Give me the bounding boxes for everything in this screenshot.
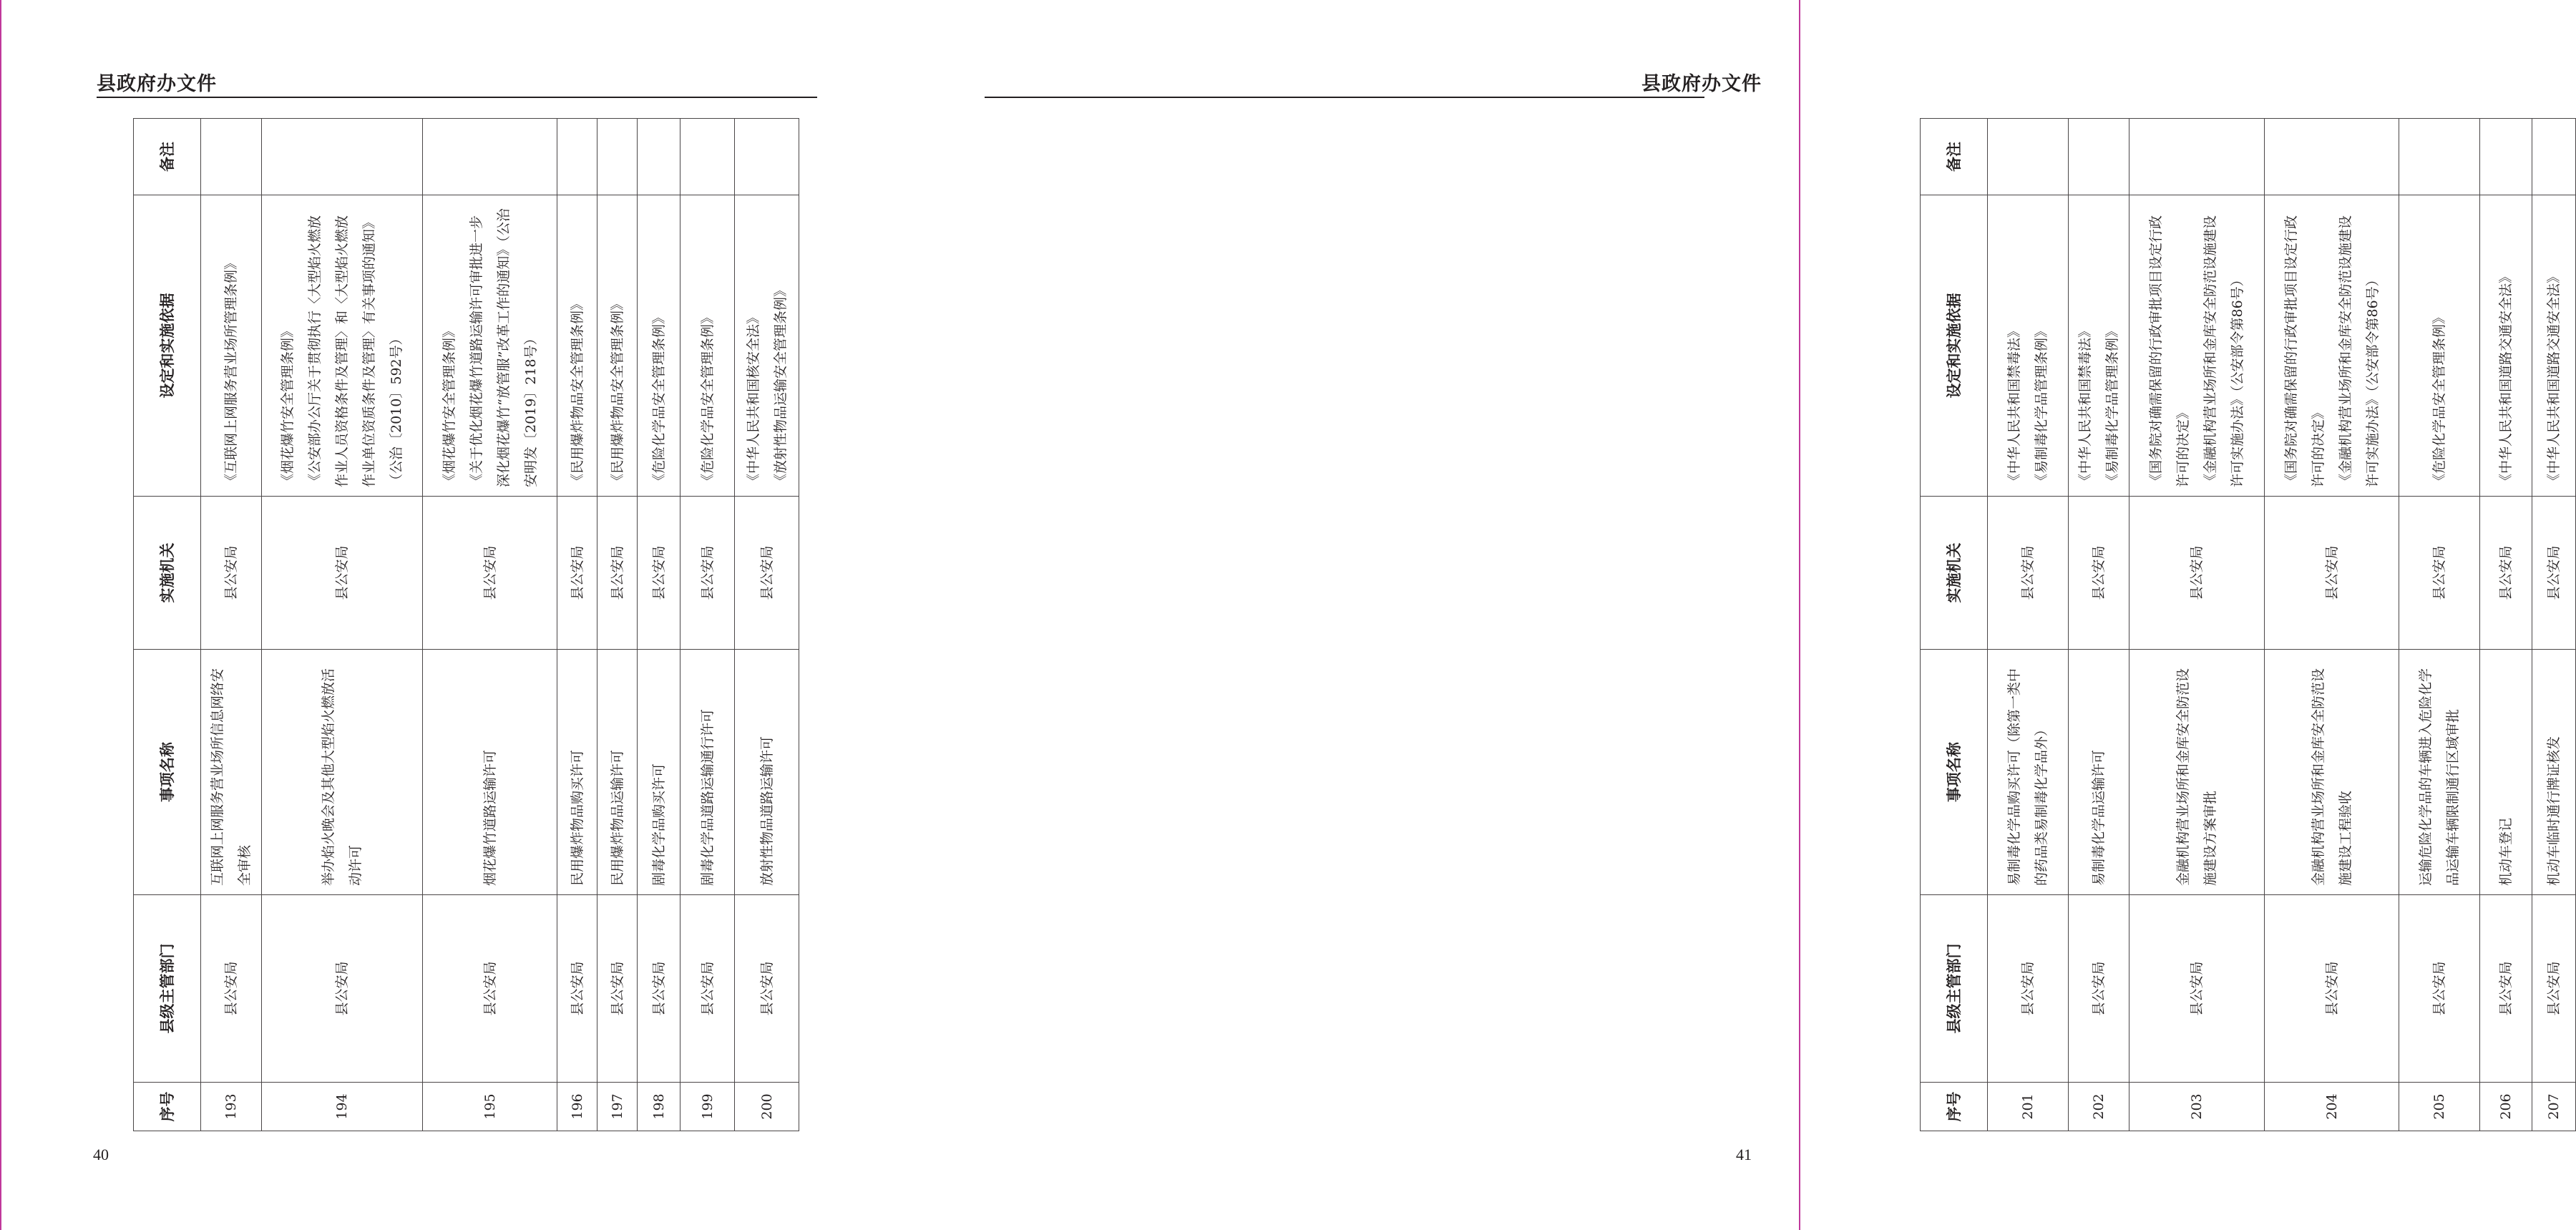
row-dept: 县公安局 [2532,895,2576,1083]
basis-line: 《中华人民共和国道路交通安全法》 [2498,269,2514,487]
row-agency: 县公安局 [557,497,597,650]
table-row [2399,119,2480,1131]
row-dept: 县公安局 [638,895,680,1083]
basis-line: 《烟花爆竹安全管理条例》 [280,323,296,487]
col-header-dept: 县级主管部门 [1921,895,1988,1083]
header-rule [985,97,1704,98]
row-item: 易制毒化学品运输许可 [2069,650,2129,895]
row-note [680,119,735,195]
admin-permit-table [133,118,799,1131]
row-no: 201 [1988,1083,2069,1131]
col-header-agency: 实施机关 [134,497,201,650]
row-agency: 县公安局 [2265,497,2399,650]
row-no: 199 [680,1083,735,1131]
basis-line: 《关于优化烟花爆竹道路运输许可审批进一步深化烟花爆竹“放管服”改革工作的通知》（公治安明发〔2019〕218号） [468,208,539,487]
row-no: 200 [735,1083,799,1131]
row-item: 举办焰火晚会及其他大型焰火燃放活动许可 [262,650,423,895]
table-header-row [1921,119,1988,1131]
row-basis [2129,195,2265,497]
row-basis [1988,195,2069,497]
row-no: 198 [638,1083,680,1131]
row-item: 运输危险化学品的车辆进入危险化学品运输车辆限制通行区域审批 [2399,650,2480,895]
row-note [597,119,638,195]
row-note [2069,119,2129,195]
row-note [638,119,680,195]
row-agency: 县公安局 [680,497,735,650]
basis-line: 《民用爆炸物品安全管理条例》 [609,296,625,487]
row-dept: 县公安局 [2480,895,2532,1083]
row-agency: 县公安局 [1988,497,2069,650]
row-dept: 县公安局 [597,895,638,1083]
table-row [201,119,262,1131]
row-basis [735,195,799,497]
row-item: 机动车登记 [2480,650,2532,895]
table-row [2480,119,2532,1131]
row-basis [423,195,557,497]
basis-line: 《中华人民共和国禁毒法》 [2006,323,2022,487]
col-header-note: 备注 [1921,119,1988,195]
row-item: 机动车临时通行牌证核发 [2532,650,2576,895]
row-no: 206 [2480,1083,2532,1131]
row-no: 205 [2399,1083,2480,1131]
row-basis [680,195,735,497]
basis-line: 《公安部办公厅关于贯彻执行〈大型焰火燃放作业人员资格条件及管理〉和〈大型焰火燃放作业单位资质条件及管理〉有关事项的通知》（公治〔2010〕592号） [307,215,404,487]
row-item: 金融机构营业场所和金库安全防范设施建设方案审批 [2129,650,2265,895]
col-header-no: 序号 [1921,1083,1988,1131]
basis-line: 《危险化学品安全管理条例》 [699,310,716,487]
row-item: 民用爆炸物品购买许可 [557,650,597,895]
col-header-item: 事项名称 [1921,650,1988,895]
basis-line: 《中华人民共和国道路交通安全法》 [2546,269,2562,487]
header-title: 县政府办文件 [97,73,217,95]
table-header-row [134,119,201,1131]
admin-permit-table [1920,118,2576,1131]
right-page [900,0,2562,1230]
page-number: 40 [93,1146,109,1163]
row-agency: 县公安局 [735,497,799,650]
table-row [1988,119,2069,1131]
row-basis [2532,195,2576,497]
row-note [735,119,799,195]
row-dept: 县公安局 [262,895,423,1083]
basis-line: 《金融机构营业场所和金库安全防范设施建设许可实施办法》（公安部令第86号） [2202,215,2245,487]
row-agency: 县公安局 [597,497,638,650]
row-agency: 县公安局 [262,497,423,650]
row-agency: 县公安局 [2480,497,2532,650]
row-agency: 县公安局 [2532,497,2576,650]
basis-line: 《烟花爆竹安全管理条例》 [441,323,457,487]
row-no: 193 [201,1083,262,1131]
row-note [2265,119,2399,195]
row-basis [2480,195,2532,497]
header-title: 县政府办文件 [1641,73,1762,95]
row-item: 易制毒化学品购买许可（除第一类中的药品类易制毒化学品外） [1988,650,2069,895]
row-dept: 县公安局 [1988,895,2069,1083]
row-basis [2069,195,2129,497]
row-note [1988,119,2069,195]
row-note [262,119,423,195]
row-note [2480,119,2532,195]
row-dept: 县公安局 [680,895,735,1083]
row-note [201,119,262,195]
basis-line: 《中华人民共和国核安全法》 [745,310,761,487]
table-row [2069,119,2129,1131]
basis-line: 《互联网上网服务营业场所管理条例》 [223,255,239,487]
row-note [423,119,557,195]
rotated-table-frame [133,119,789,1131]
table-row [423,119,557,1131]
row-no: 196 [557,1083,597,1131]
col-header-no: 序号 [134,1083,201,1131]
basis-line: 《易制毒化学品管理条例》 [2104,323,2120,487]
table-row [735,119,799,1131]
table-row [638,119,680,1131]
row-no: 194 [262,1083,423,1131]
basis-line: 《中华人民共和国禁毒法》 [2077,323,2093,487]
row-dept: 县公安局 [2399,895,2480,1083]
row-basis [2399,195,2480,497]
col-header-basis: 设定和实施依据 [134,195,201,497]
basis-line: 《易制毒化学品管理条例》 [2034,323,2049,487]
row-no: 202 [2069,1083,2129,1131]
table-row [597,119,638,1131]
rotated-table-frame [1920,119,2568,1131]
row-agency: 县公安局 [423,497,557,650]
basis-line: 《国务院对确需保留的行政审批项目设定行政许可的决定》 [2283,215,2326,487]
row-dept: 县公安局 [201,895,262,1083]
row-agency: 县公安局 [2129,497,2265,650]
col-header-item: 事项名称 [134,650,201,895]
row-dept: 县公安局 [2069,895,2129,1083]
row-note [2399,119,2480,195]
row-item: 互联网上网服务营业场所信息网络安全审核 [201,650,262,895]
table-row [2532,119,2576,1131]
table-row [680,119,735,1131]
col-header-basis: 设定和实施依据 [1921,195,1988,497]
col-header-dept: 县级主管部门 [134,895,201,1083]
basis-line: 《国务院对确需保留的行政审批项目设定行政许可的决定》 [2148,215,2191,487]
row-basis [638,195,680,497]
row-item: 剧毒化学品购买许可 [638,650,680,895]
row-item: 剧毒化学品道路运输通行许可 [680,650,735,895]
col-header-agency: 实施机关 [1921,497,1988,650]
basis-line: 《金融机构营业场所和金库安全防范设施建设许可实施办法》（公安部令第86号） [2337,215,2381,487]
row-no: 207 [2532,1083,2576,1131]
row-dept: 县公安局 [2129,895,2265,1083]
table-row [2129,119,2265,1131]
row-basis [2265,195,2399,497]
page-number: 41 [1736,1146,1752,1163]
row-basis [201,195,262,497]
left-page [0,0,900,1230]
row-basis [597,195,638,497]
row-dept: 县公安局 [2265,895,2399,1083]
row-no: 203 [2129,1083,2265,1131]
basis-line: 《民用爆炸物品安全管理条例》 [569,296,585,487]
row-agency: 县公安局 [2399,497,2480,650]
table-row [557,119,597,1131]
row-item: 民用爆炸物品运输许可 [597,650,638,895]
row-dept: 县公安局 [735,895,799,1083]
row-agency: 县公安局 [201,497,262,650]
col-header-note: 备注 [134,119,201,195]
row-basis [262,195,423,497]
header-rule [97,97,817,98]
row-item: 烟花爆竹道路运输许可 [423,650,557,895]
row-note [2532,119,2576,195]
basis-line: 《危险化学品安全管理条例》 [2431,310,2447,487]
row-agency: 县公安局 [2069,497,2129,650]
row-item: 放射性物品道路运输许可 [735,650,799,895]
row-basis [557,195,597,497]
table-row [262,119,423,1131]
row-no: 197 [597,1083,638,1131]
table-row [2265,119,2399,1131]
row-no: 204 [2265,1083,2399,1131]
row-dept: 县公安局 [557,895,597,1083]
basis-line: 《危险化学品安全管理条例》 [650,310,667,487]
row-note [2129,119,2265,195]
row-dept: 县公安局 [423,895,557,1083]
basis-line: 《放射性物品运输安全管理条例》 [772,283,789,487]
row-note [557,119,597,195]
row-item: 金融机构营业场所和金库安全防范设施建设工程验收 [2265,650,2399,895]
row-agency: 县公安局 [638,497,680,650]
row-no: 195 [423,1083,557,1131]
